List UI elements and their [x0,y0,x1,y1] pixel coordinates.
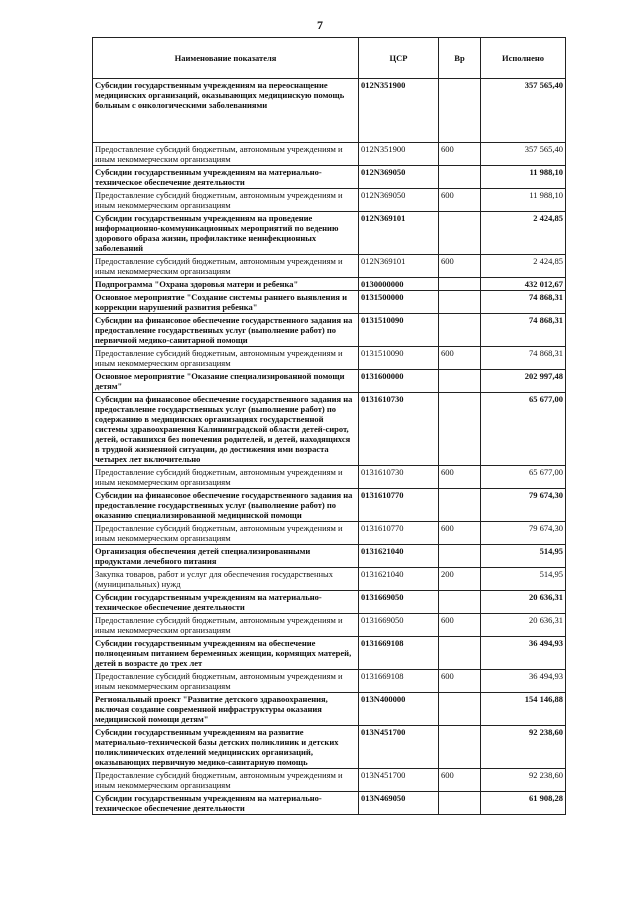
row-amount: 514,95 [481,568,566,591]
row-name: Предоставление субсидий бюджетным, автономным учреждениям и иным некоммерческим организациям [93,466,359,489]
table-row [93,393,566,466]
row-type [439,489,481,522]
row-amount: 65 677,00 [481,466,566,489]
row-type [439,166,481,189]
row-name: Организация обеспечения детей специализированными продуктами лечебного питания [93,545,359,568]
row-amount: 61 908,28 [481,792,566,815]
row-type [439,314,481,347]
table-row [93,466,566,489]
row-name: Субсидии государственным учреждениям на развитие материально-технической базы детских поликлиник и детских поликлинических отделений медицинских организаций, оказывающих первичную медико-санитарную помощь [93,726,359,769]
row-type [439,212,481,255]
table-row [93,278,566,291]
row-name: Закупка товаров, работ и услуг для обеспечения государственных (муниципальных) нужд [93,568,359,591]
row-name: Субсидии государственным учреждениям на обеспечение полноценным питанием беременных женщин, кормящих матерей, детей в возрасте до трех лет [93,637,359,670]
row-code: 0131500000 [359,291,439,314]
table-row [93,591,566,614]
table-row [93,143,566,166]
budget-table [92,37,566,815]
row-amount: 92 238,60 [481,769,566,792]
row-type [439,278,481,291]
row-name: Субсидии на финансовое обеспечение государственного задания на предоставление государственных услуг (выполнение работ) по первичной медико-санитарной помощи [93,314,359,347]
row-name: Региональный проект "Развитие детского здравоохранения, включая создание современной инфраструктуры оказания медицинской помощи детям" [93,693,359,726]
row-code: 013N469050 [359,792,439,815]
row-name: Субсидии государственным учреждениям на материально-техническое обеспечение деятельности [93,166,359,189]
row-type: 600 [439,769,481,792]
row-name: Субсидии государственным учреждениям на проведение информационно-коммуникационных мероприятий по ведению здорового образа жизни, профилактике неинфекционных заболеваний [93,212,359,255]
row-code: 0131669108 [359,637,439,670]
row-amount: 2 424,85 [481,212,566,255]
row-code: 0131510090 [359,314,439,347]
row-name: Предоставление субсидий бюджетным, автономным учреждениям и иным некоммерческим организациям [93,670,359,693]
header-amount: Исполнено [481,38,566,79]
row-code: 0131621040 [359,545,439,568]
row-amount: 11 988,10 [481,166,566,189]
row-code: 0131669108 [359,670,439,693]
row-code: 012N369050 [359,189,439,212]
row-amount: 202 997,48 [481,370,566,393]
table-row [93,769,566,792]
table-row [93,291,566,314]
row-code: 012N369101 [359,255,439,278]
row-code: 012N351900 [359,143,439,166]
table-row [93,637,566,670]
header-name: Наименование показателя [93,38,359,79]
row-type: 600 [439,143,481,166]
table-row [93,189,566,212]
row-code: 012N351900 [359,79,439,143]
table-row [93,522,566,545]
row-code: 012N369101 [359,212,439,255]
row-code: 0131600000 [359,370,439,393]
row-name: Субсидии на финансовое обеспечение государственного задания на предоставление государственных услуг (выполнение работ) по содержанию в медицинских организациях государственной системы здравоохранения Калининградской области детей-сирот, детей, оставшихся без попечения родителей, и детей, находящихся в трудной жизненной ситуации, до достижения ими возраста четырех лет включительно [93,393,359,466]
row-name: Предоставление субсидий бюджетным, автономным учреждениям и иным некоммерческим организациям [93,614,359,637]
row-amount: 79 674,30 [481,489,566,522]
row-amount: 357 565,40 [481,143,566,166]
row-amount: 432 012,67 [481,278,566,291]
table-row [93,255,566,278]
row-amount: 74 868,31 [481,291,566,314]
row-code: 0131610770 [359,489,439,522]
row-code: 0131510090 [359,347,439,370]
row-amount: 74 868,31 [481,347,566,370]
row-type [439,693,481,726]
row-code: 012N369050 [359,166,439,189]
row-amount: 20 636,31 [481,591,566,614]
table-row [93,726,566,769]
row-type [439,591,481,614]
table-row [93,79,566,143]
row-code: 0131621040 [359,568,439,591]
row-name: Субсидии государственным учреждениям на переоснащение медицинских организаций, оказывающих медицинскую помощь больным с онкологическими заболеваниями [93,79,359,143]
table-row [93,670,566,693]
row-name: Подпрограмма "Охрана здоровья матери и ребенка" [93,278,359,291]
row-type: 600 [439,670,481,693]
row-amount: 74 868,31 [481,314,566,347]
row-name: Основное мероприятие "Оказание специализированной помощи детям" [93,370,359,393]
row-name: Предоставление субсидий бюджетным, автономным учреждениям и иным некоммерческим организациям [93,143,359,166]
row-code: 0131610730 [359,466,439,489]
table-body [93,79,566,815]
table-row [93,166,566,189]
row-type [439,393,481,466]
row-amount: 357 565,40 [481,79,566,143]
row-type: 200 [439,568,481,591]
table-row [93,370,566,393]
row-type: 600 [439,522,481,545]
row-amount: 11 988,10 [481,189,566,212]
table-row [93,693,566,726]
table-row [93,347,566,370]
row-amount: 36 494,93 [481,637,566,670]
row-name: Предоставление субсидий бюджетным, автономным учреждениям и иным некоммерческим организациям [93,347,359,370]
header-type: Вр [439,38,481,79]
row-type: 600 [439,466,481,489]
row-type: 600 [439,255,481,278]
row-type [439,370,481,393]
row-name: Предоставление субсидий бюджетным, автономным учреждениям и иным некоммерческим организациям [93,255,359,278]
row-type [439,637,481,670]
row-type [439,545,481,568]
row-name: Предоставление субсидий бюджетным, автономным учреждениям и иным некоммерческим организациям [93,769,359,792]
row-code: 013N400000 [359,693,439,726]
row-code: 0131610770 [359,522,439,545]
row-amount: 79 674,30 [481,522,566,545]
row-type [439,726,481,769]
row-name: Основное мероприятие "Создание системы раннего выявления и коррекции нарушений развития ребенка" [93,291,359,314]
row-name: Субсидии на финансовое обеспечение государственного задания на предоставление государственных услуг (выполнение работ) по оказанию специализированной медицинской помощи [93,489,359,522]
row-type: 600 [439,347,481,370]
table-row [93,545,566,568]
row-amount: 36 494,93 [481,670,566,693]
row-name: Субсидии государственным учреждениям на материально-техническое обеспечение деятельности [93,591,359,614]
table-header-row [93,38,566,79]
row-code: 0131669050 [359,591,439,614]
row-amount: 154 146,88 [481,693,566,726]
page-number: 7 [317,18,323,32]
row-amount: 65 677,00 [481,393,566,466]
row-type [439,792,481,815]
table-row [93,614,566,637]
table-row [93,489,566,522]
table-row [93,314,566,347]
row-name: Субсидии государственным учреждениям на материально-техническое обеспечение деятельности [93,792,359,815]
table-row [93,212,566,255]
table-row [93,792,566,815]
header-code: ЦСР [359,38,439,79]
row-type: 600 [439,614,481,637]
row-type [439,79,481,143]
row-name: Предоставление субсидий бюджетным, автономным учреждениям и иным некоммерческим организациям [93,189,359,212]
row-amount: 514,95 [481,545,566,568]
row-amount: 2 424,85 [481,255,566,278]
row-type: 600 [439,189,481,212]
row-amount: 20 636,31 [481,614,566,637]
row-code: 0131610730 [359,393,439,466]
row-code: 0130000000 [359,278,439,291]
row-name: Предоставление субсидий бюджетным, автономным учреждениям и иным некоммерческим организациям [93,522,359,545]
row-type [439,291,481,314]
row-code: 013N451700 [359,769,439,792]
row-code: 013N451700 [359,726,439,769]
row-amount: 92 238,60 [481,726,566,769]
row-code: 0131669050 [359,614,439,637]
table-row [93,568,566,591]
